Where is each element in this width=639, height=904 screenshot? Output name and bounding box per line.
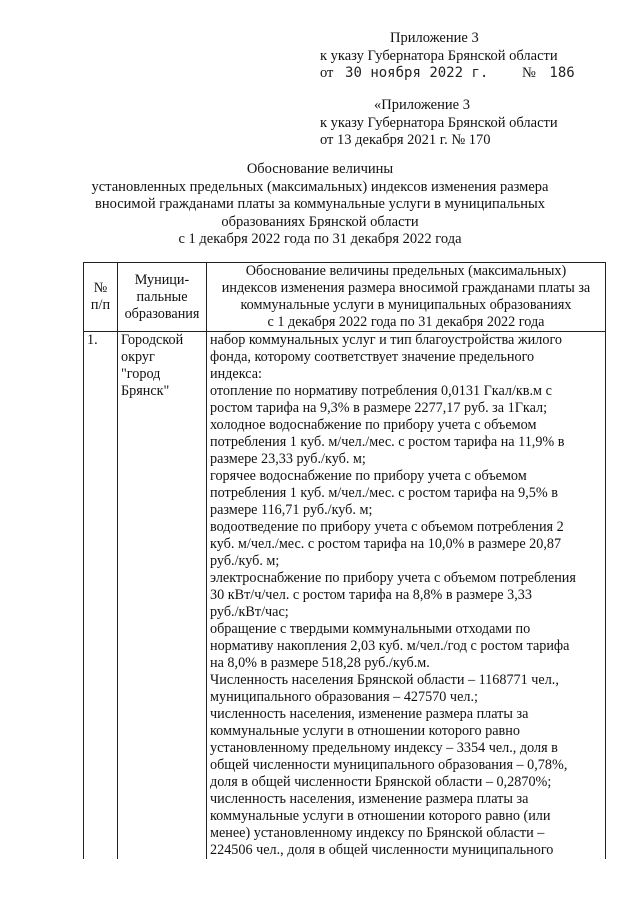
municipality-line: Брянск" [121, 383, 170, 399]
handwritten-number: 186 [549, 65, 575, 81]
table-header-row [84, 263, 606, 332]
justification-line: руб./кВт/час; [210, 604, 289, 620]
title-line: с 1 декабря 2022 года по 31 декабря 2022 года [178, 231, 462, 247]
header-number-line: п/п [90, 297, 111, 313]
justification-line: установленному предельному индексу – 3354 чел., доля в [210, 740, 558, 756]
justification-line: ростом тарифа на 9,3% в размере 2277,17 руб. за 1Гкал; [210, 400, 548, 416]
header-number-line: № [93, 280, 108, 296]
document-title [30, 161, 610, 249]
header-municipality-line: пальные [136, 288, 188, 305]
justification-line: обращение с твердыми коммунальными отходами по [210, 621, 531, 637]
header-municipality-line: Муници- [134, 271, 190, 288]
justification-line: размере 23,33 руб./куб. м; [210, 451, 366, 467]
justification-line: коммунальные услуги в отношении которого равно [210, 723, 520, 739]
justification-line: потребления 1 куб. м/чел./мес. с ростом тарифа на 9,5% в [210, 485, 558, 501]
title-line: Обоснование величины [246, 161, 394, 177]
prior-decree-reference [320, 97, 558, 150]
prior-decree-line: к указу Губернатора Брянской области [320, 114, 558, 131]
title-line: образованиях Брянской области [221, 213, 419, 230]
justification-line: куб. м/чел./мес. с ростом тарифа на 10,0% в размере 20,87 [210, 536, 562, 552]
justification-line: численность населения, изменение размера платы за [210, 791, 529, 807]
justification-line: коммунальные услуги в отношении которого равно (или [210, 808, 551, 824]
municipality-line: "город [121, 366, 161, 382]
justification-line: набор коммунальных услуг и тип благоустройства жилого [210, 332, 563, 348]
header-justification-line: Обоснование величины предельных (максимальных) [245, 263, 567, 279]
justification-table [83, 262, 606, 859]
justification-line: фонда, которому соответствует значение предельного [210, 349, 535, 365]
justification-line: 30 кВт/ч/чел. с ростом тарифа на 8,8% в размере 3,33 [210, 587, 532, 603]
row-number: 1. [84, 332, 118, 860]
decree-date-line [320, 65, 575, 83]
number-sign: № [521, 65, 536, 81]
header-municipality-line: образования [124, 305, 200, 322]
header-number [84, 263, 118, 332]
justification-line: размере 116,71 руб./куб. м; [210, 502, 373, 518]
municipality-line: Городской [121, 332, 184, 348]
justification-line: холодное водоснабжение по прибору учета с объемом [210, 417, 537, 433]
justification-line: электроснабжение по прибору учета с объемом потребления [210, 570, 576, 586]
justification-line: численность населения, изменение размера платы за [210, 706, 529, 722]
justification-line: менее) установленному индексу по Брянской области – [210, 825, 545, 841]
justification-line: отопление по нормативу потребления 0,0131 Гкал/кв.м с [210, 383, 552, 399]
justification-line: руб./куб. м; [210, 553, 280, 569]
decree-reference-line: к указу Губернатора Брянской области [320, 47, 558, 64]
justification-line: на 8,0% в размере 518,28 руб./куб.м. [210, 655, 430, 671]
header-justification [207, 263, 606, 332]
appendix-label: Приложение 3 [390, 30, 479, 46]
handwritten-date: 30 ноября 2022 г. [345, 65, 489, 81]
prior-appendix-label: «Приложение 3 [374, 97, 470, 113]
justification-line: доля в общей численности Брянской области – 0,2870%; [210, 774, 552, 790]
justification-line: горячее водоснабжение по прибору учета с объемом [210, 468, 527, 484]
justification-line: индекса: [210, 366, 262, 382]
header-justification-line: с 1 декабря 2022 года по 31 декабря 2022 года [267, 314, 545, 330]
justification-line: муниципального образования – 427570 чел.; [210, 689, 478, 705]
title-line: вносимой гражданами платы за коммунальные услуги в муниципальных [95, 196, 545, 212]
title-line: установленных предельных (максимальных) индексов изменения размера [91, 178, 549, 195]
decree-reference [320, 30, 575, 83]
row-justification [207, 332, 606, 860]
header-justification-line: коммунальные услуги в муниципальных образованиях [240, 297, 572, 313]
header-justification-line: индексов изменения размера вносимой гражданами платы за [221, 280, 591, 296]
row-municipality [118, 332, 207, 860]
header-municipality [118, 263, 207, 332]
date-prefix: от [320, 65, 334, 81]
justification-line: нормативу накопления 2,03 куб. м/чел./год с ростом тарифа [210, 638, 570, 654]
municipality-line: округ [121, 349, 155, 365]
justification-line: 224506 чел., доля в общей численности муниципального [210, 842, 554, 858]
table-row [84, 332, 606, 860]
justification-line: водоотведение по прибору учета с объемом потребления 2 [210, 519, 564, 535]
justification-line: Численность населения Брянской области – 1168771 чел., [210, 672, 559, 688]
prior-decree-date: от 13 декабря 2021 г. № 170 [320, 132, 491, 148]
justification-line: общей численности муниципального образования – 0,78%, [210, 757, 568, 773]
justification-line: потребления 1 куб. м/чел./мес. с ростом тарифа на 11,9% в [210, 434, 565, 450]
